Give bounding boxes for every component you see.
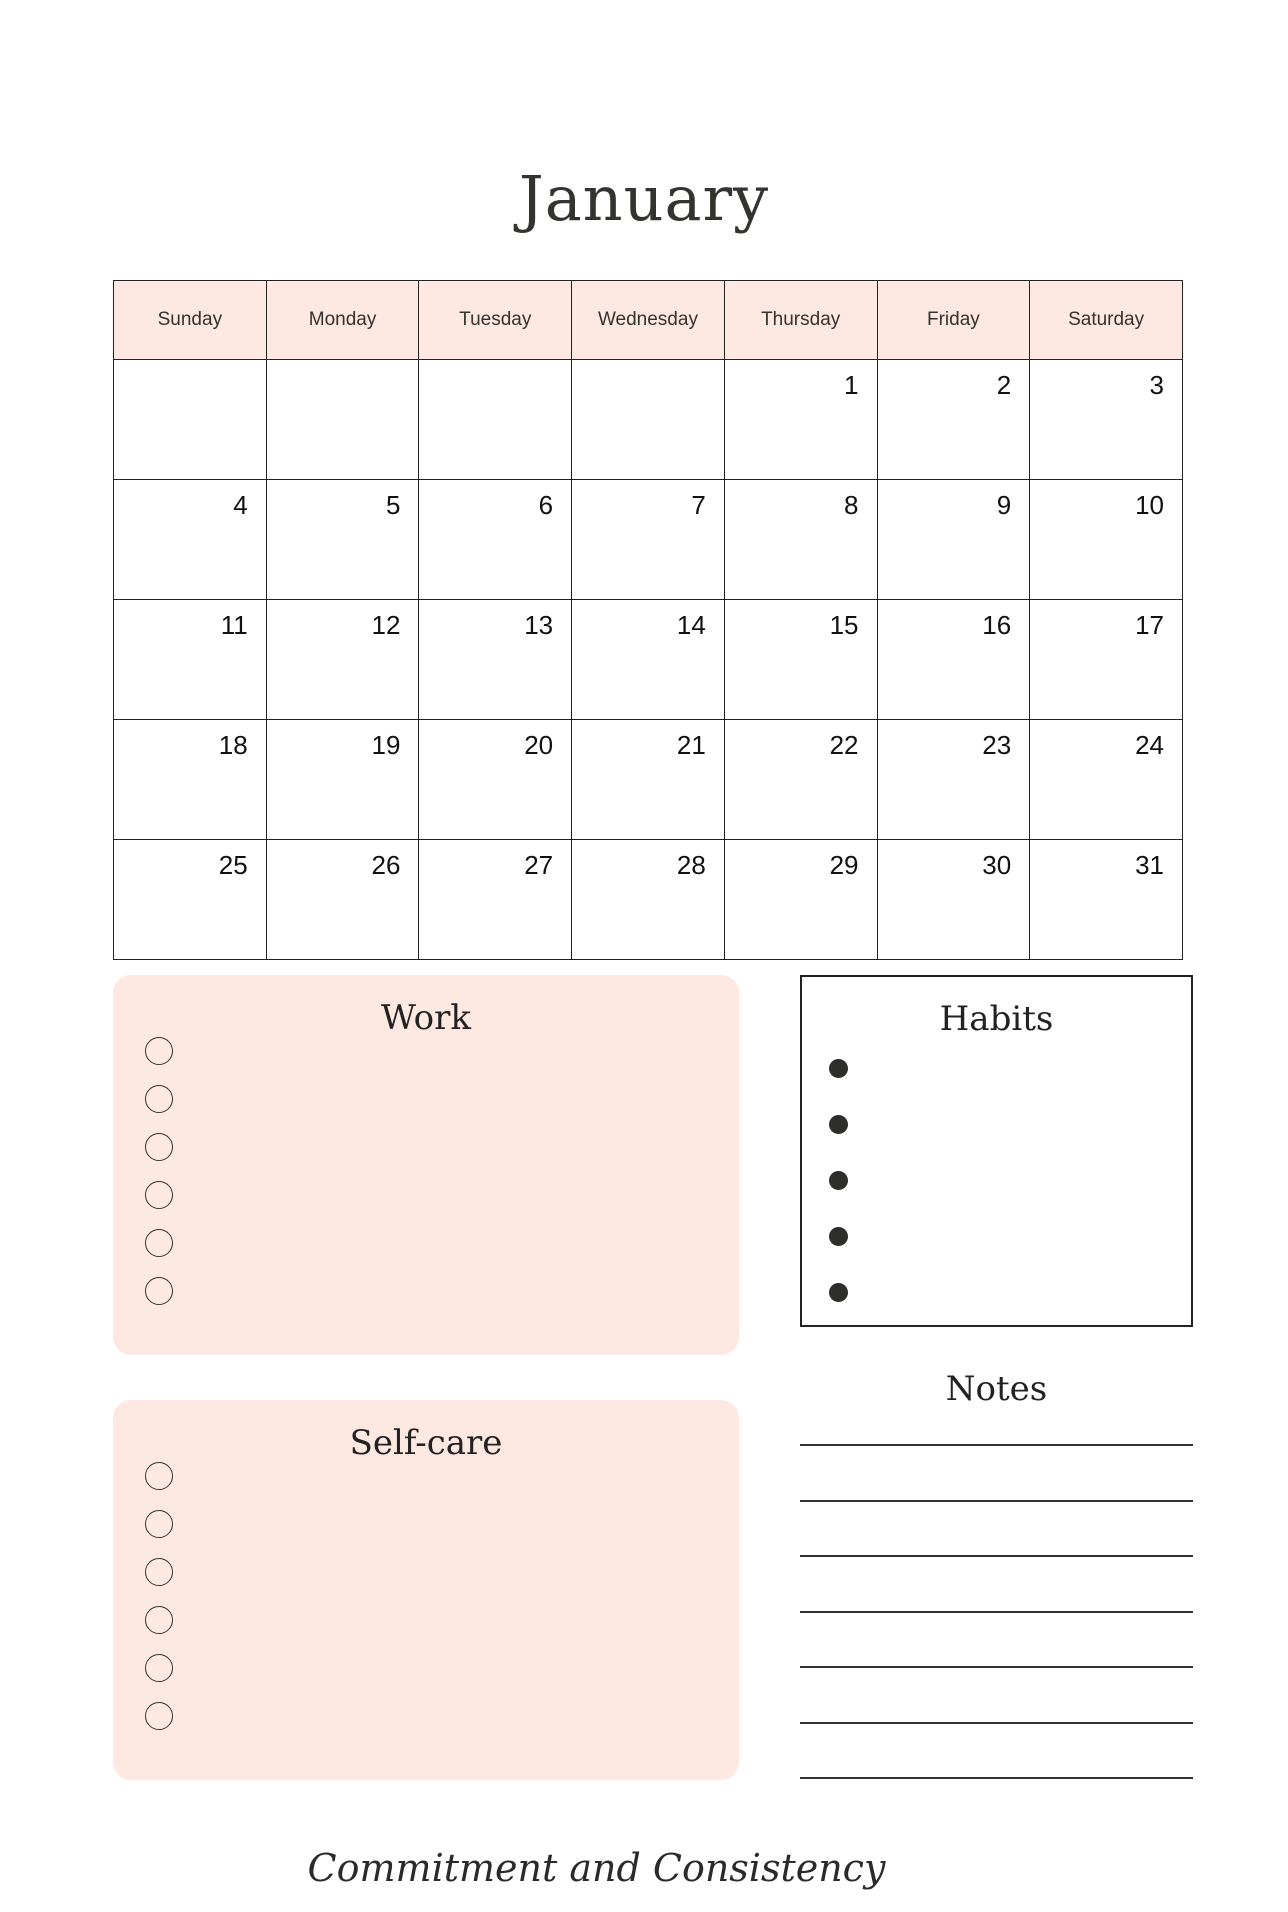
selfcare-checkbox[interactable]	[145, 1702, 173, 1730]
empty-day-cell[interactable]	[572, 360, 725, 480]
empty-day-cell[interactable]	[114, 360, 267, 480]
habit-bullet-icon	[829, 1059, 848, 1078]
day-cell[interactable]: 25	[114, 840, 267, 960]
day-cell[interactable]: 26	[266, 840, 419, 960]
day-cell[interactable]: 10	[1030, 480, 1183, 600]
day-cell[interactable]: 23	[877, 720, 1030, 840]
work-panel	[113, 975, 739, 1355]
day-cell[interactable]: 31	[1030, 840, 1183, 960]
day-cell[interactable]: 19	[266, 720, 419, 840]
day-cell[interactable]: 2	[877, 360, 1030, 480]
footer-motto: Commitment and Consistency	[307, 1846, 886, 1890]
work-checklist	[145, 1037, 173, 1325]
weekday-header-row	[114, 281, 1183, 360]
day-cell[interactable]: 3	[1030, 360, 1183, 480]
day-cell[interactable]: 11	[114, 600, 267, 720]
weekday-tuesday: Tuesday	[419, 281, 572, 360]
empty-day-cell[interactable]	[266, 360, 419, 480]
work-checkbox[interactable]	[145, 1133, 173, 1161]
habit-bullet-icon	[829, 1283, 848, 1302]
notes-title: Notes	[945, 1369, 1048, 1409]
day-cell[interactable]: 28	[572, 840, 725, 960]
selfcare-checkbox[interactable]	[145, 1606, 173, 1634]
note-line[interactable]	[800, 1777, 1193, 1779]
note-line[interactable]	[800, 1722, 1193, 1724]
weekday-thursday: Thursday	[724, 281, 877, 360]
day-cell[interactable]: 30	[877, 840, 1030, 960]
day-cell[interactable]: 15	[724, 600, 877, 720]
weekday-friday: Friday	[877, 281, 1030, 360]
habits-list	[829, 1059, 848, 1339]
selfcare-title: Self-care	[349, 1423, 503, 1463]
day-cell[interactable]: 21	[572, 720, 725, 840]
empty-day-cell[interactable]	[419, 360, 572, 480]
day-cell[interactable]: 17	[1030, 600, 1183, 720]
day-cell[interactable]: 4	[114, 480, 267, 600]
day-cell[interactable]: 5	[266, 480, 419, 600]
weekday-sunday: Sunday	[114, 281, 267, 360]
day-cell[interactable]: 20	[419, 720, 572, 840]
habit-bullet-icon	[829, 1115, 848, 1134]
selfcare-checkbox[interactable]	[145, 1510, 173, 1538]
day-cell[interactable]: 18	[114, 720, 267, 840]
month-title: January	[518, 162, 770, 235]
week-row	[114, 720, 1183, 840]
day-cell[interactable]: 1	[724, 360, 877, 480]
note-line[interactable]	[800, 1555, 1193, 1557]
habit-bullet-icon	[829, 1227, 848, 1246]
selfcare-checkbox[interactable]	[145, 1462, 173, 1490]
day-cell[interactable]: 27	[419, 840, 572, 960]
day-cell[interactable]: 13	[419, 600, 572, 720]
week-row	[114, 480, 1183, 600]
selfcare-checklist	[145, 1462, 173, 1750]
week-row	[114, 840, 1183, 960]
selfcare-checkbox[interactable]	[145, 1558, 173, 1586]
selfcare-panel	[113, 1400, 739, 1780]
habits-title: Habits	[939, 999, 1054, 1039]
day-cell[interactable]: 7	[572, 480, 725, 600]
week-row	[114, 360, 1183, 480]
day-cell[interactable]: 12	[266, 600, 419, 720]
note-line[interactable]	[800, 1500, 1193, 1502]
day-cell[interactable]: 8	[724, 480, 877, 600]
note-line[interactable]	[800, 1666, 1193, 1668]
work-checkbox[interactable]	[145, 1085, 173, 1113]
week-row	[114, 600, 1183, 720]
calendar-grid	[113, 280, 1183, 960]
day-cell[interactable]: 16	[877, 600, 1030, 720]
work-checkbox[interactable]	[145, 1181, 173, 1209]
weekday-monday: Monday	[266, 281, 419, 360]
day-cell[interactable]: 22	[724, 720, 877, 840]
day-cell[interactable]: 29	[724, 840, 877, 960]
day-cell[interactable]: 6	[419, 480, 572, 600]
weekday-wednesday: Wednesday	[572, 281, 725, 360]
work-checkbox[interactable]	[145, 1277, 173, 1305]
habits-box	[800, 975, 1193, 1327]
work-checkbox[interactable]	[145, 1037, 173, 1065]
selfcare-checkbox[interactable]	[145, 1654, 173, 1682]
note-line[interactable]	[800, 1611, 1193, 1613]
weekday-saturday: Saturday	[1030, 281, 1183, 360]
day-cell[interactable]: 14	[572, 600, 725, 720]
day-cell[interactable]: 9	[877, 480, 1030, 600]
habit-bullet-icon	[829, 1171, 848, 1190]
day-cell[interactable]: 24	[1030, 720, 1183, 840]
work-title: Work	[381, 998, 471, 1038]
note-line[interactable]	[800, 1444, 1193, 1446]
work-checkbox[interactable]	[145, 1229, 173, 1257]
